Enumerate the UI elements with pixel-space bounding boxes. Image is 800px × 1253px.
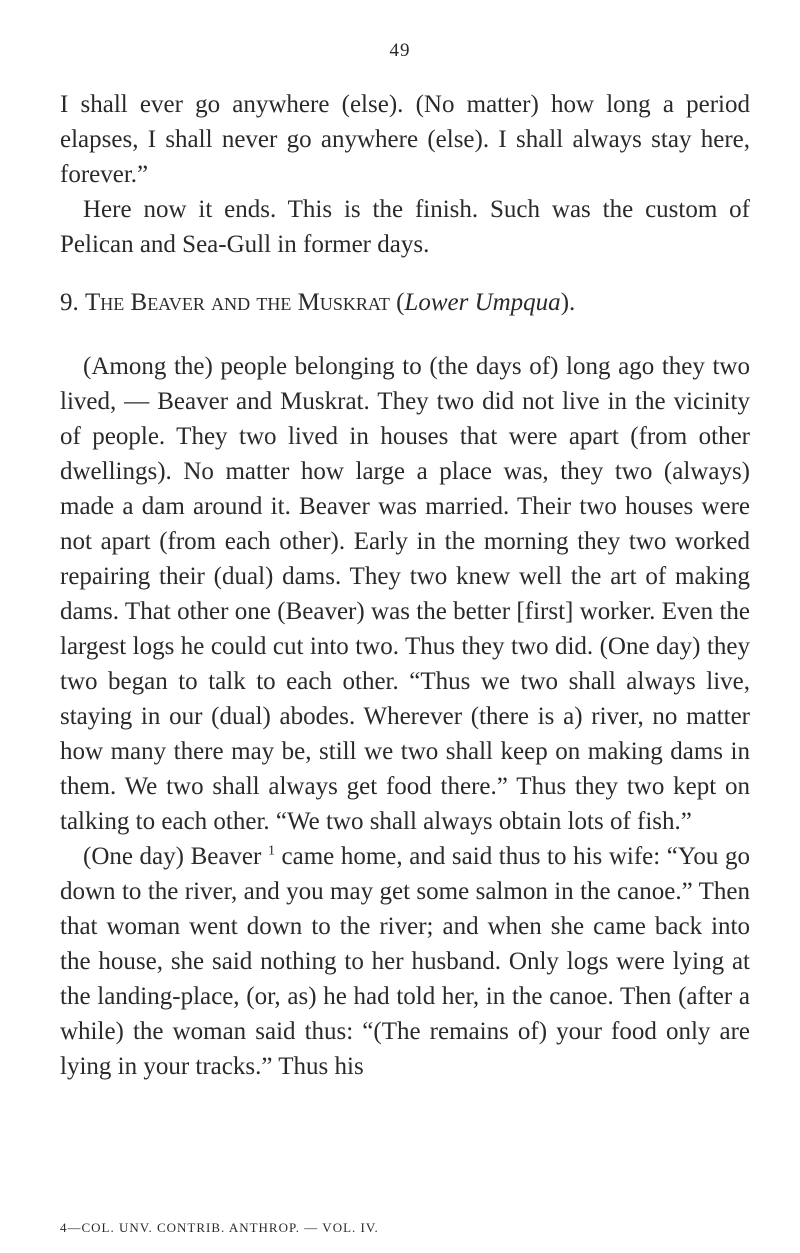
heading-title: The Beaver and the Muskrat: [85, 289, 390, 316]
footnote-ref[interactable]: 1: [267, 843, 275, 859]
page-number: 49: [389, 40, 411, 61]
heading-location: Lower Umpqua: [404, 289, 561, 316]
body-text: [60, 87, 750, 1084]
paragraph-4-start: (One day) Beaver: [83, 843, 262, 870]
paragraph-4: [60, 839, 750, 1084]
paragraph-2: Here now it ends. This is the finish. Such was the custom of Pelican and Sea-Gull in former days.: [60, 196, 750, 258]
paragraph-3: (Among the) people belonging to (the days of) long ago they two lived, — Beaver and Muskrat. They two did not live in the vicinity of people. They two lived in houses that were apart (from other dwellings). No matter how large a place was, they two (always) made a dam around it. Beaver was married. Their two houses were not apart (from each other). Early in the morning they two worked repairing their (dual) dams. They two knew well the art of making dams. That other one (Beaver) was the better [first] worker. Even the largest logs he could cut into two. Thus they two did. (One day) they two began to talk to each other. “Thus we two shall always live, staying in our (dual) abodes. Wherever (there is a) river, no matter how many there may be, still we two shall keep on making dams in them. We two shall always get food there.” Thus they two kept on talking to each other. “We two shall always obtain lots of fish.”: [60, 353, 750, 835]
paragraph-1: I shall ever go anywhere (else). (No matter) how long a period elapses, I shall never go anywhere (else). I shall always stay here, forever.”: [60, 91, 750, 188]
heading-number: 9.: [60, 289, 79, 316]
paragraph-4-rest: came home, and said thus to his wife: “You go down to the river, and you may get some salmon in the canoe.” Then that woman went down to the river; and when she came back into the house, she said nothing to her husband. Only logs were lying at the landing-place, (or, as) he had told her, in the canoe. Then (after a while) the woman said thus: “(The remains of) your food only are lying in your tracks.” Thus his: [60, 843, 751, 1080]
page-footer: 4—COL. UNV. CONTRIB. ANTHROP. — VOL. IV.: [60, 1220, 379, 1235]
heading-close: ).: [560, 289, 576, 316]
section-heading: [60, 285, 750, 320]
heading-open: (: [396, 289, 405, 316]
